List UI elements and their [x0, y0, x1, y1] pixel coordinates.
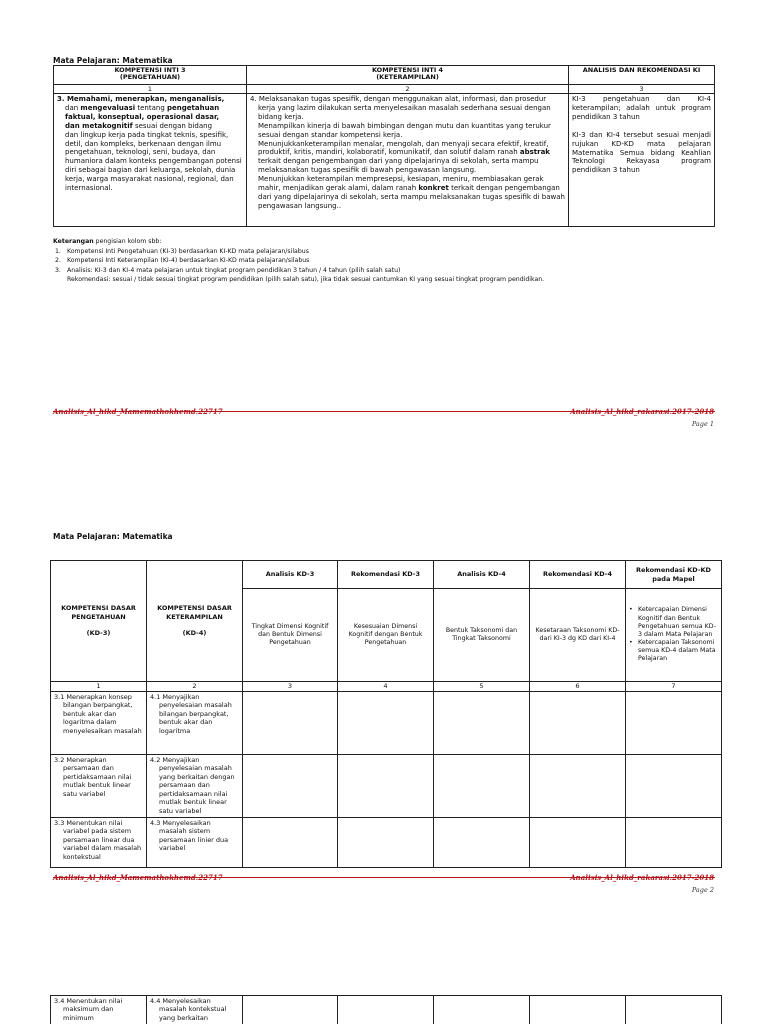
empty-cell[interactable]	[434, 996, 530, 1024]
empty-cell[interactable]	[338, 692, 434, 755]
page2-subject: Mata Pelajaran: Matematika	[53, 532, 173, 541]
ki4-text: 4. Melaksanakan tugas spesifik, dengan menggunakan alat, informasi, dan prosedur kerja yang lazim dilakukan serta menyelesaikan masalah sederhana sesuai dengan bidang kerja. Menampilkan kinerja di bawah bimbingan dengan mutu dan kuantitas yang terukur sesuai dengan standar kompetensi kerja. Menunjukkanketerampilan menalar, mengolah, dan menyaji secara efektif, kreatif, produktif, kritis, mandiri, kolaboratif, komunikatif, dan solutif dalam ranah abstrak terkait dengan pengembangan dari yang dipelajarinya di sekolah, serta mampu melaksanakan tugas spesifik di bawah pengawasan langsung. Menunjukkan keterampilan mempresepsi, kesiapan, meniru, membiasakan gerak mahir, menjadikan gerak alami, dalam ranah konkret terkait dengan pengembangan dari yang dipelajarinya di sekolah, serta mampu melaksanakan tugas spesifik di bawah pengawasan langsung..	[247, 94, 569, 227]
list-item: • Ketercapaian Dimensi Kognitif dan Bentuk Pengetahuan semua KD-3 dalam Mata Pelajaran	[629, 606, 718, 639]
note-item: 3. Analisis: KI-3 dan KI-4 mata pelajaran untuk tingkat program pendidikan 3 tahun / 4 tahun (pilih salah satu)	[55, 266, 401, 274]
page-number: Page 2	[691, 886, 714, 894]
col-number: 1	[51, 682, 147, 692]
empty-cell[interactable]	[434, 692, 530, 755]
subheader-kesesuaian: Kesesuaian Dimensi Kognitif dengan Bentuk Pengetahuan	[338, 589, 434, 682]
col-number: 2	[247, 85, 569, 94]
col-number: 2	[147, 682, 243, 692]
empty-cell[interactable]	[243, 692, 338, 755]
kd4-cell: 4.2 Menyajikan penyelesaian masalah yang berkaitan dengan persamaan dan pertidaksamaan nilai mutlak bentuk linear satu variabel	[147, 755, 243, 818]
analysis-recommendation: KI-3 pengetahuan dan KI-4 keterampilan; adalah untuk program pendidikan 3 tahun KI-3 dan KI-4 tersebut sesuai menjadi rujukan KD-KD mata pelajaran Matematika Semua bidang Keahlian Teknologi Rekayasa program pendidikan 3 tahun	[569, 94, 715, 227]
empty-cell[interactable]	[530, 818, 626, 868]
kd3-cell: 3.3 Menentukan nilai variabel pada sistem persamaan linear dua variabel dalam masalah kontekstual	[51, 818, 147, 868]
header-analysis: ANALISIS DAN REKOMENDASI KI	[569, 66, 715, 85]
subheader-tingkat-dimensi: Tingkat Dimensi Kognitif dan Bentuk Dimensi Pengetahuan	[243, 589, 338, 682]
subheader-rekomendasi-list	[626, 589, 722, 682]
table-row	[51, 818, 722, 868]
empty-cell[interactable]	[626, 996, 722, 1024]
col-number: 3	[243, 682, 338, 692]
note-item: 1. Kompetensi Inti Pengetahuan (KI-3) berdasarkan KI-KD mata pelajaran/silabus	[55, 247, 309, 255]
footer-left: Analisis_Al_hikd_Mamemathokhemd.22717	[53, 873, 223, 882]
note-item: 2. Kompetensi Inti Keterampilan (KI-4) berdasarkan KI-KD mata pelajaran/silabus	[55, 257, 310, 265]
subheader-kesetaraan: Kesetaraan Taksonomi KD-dari KI-3 dg KD dari KI-4	[530, 589, 626, 682]
empty-cell[interactable]	[434, 818, 530, 868]
col-number: 3	[569, 85, 715, 94]
empty-cell[interactable]	[626, 755, 722, 818]
col-number: 5	[434, 682, 530, 692]
notes-title: Keterangan	[53, 238, 94, 245]
kd3-cell: 3.2 Menerapkan persamaan dan pertidaksamaan nilai mutlak bentuk linear satu variabel	[51, 755, 147, 818]
empty-cell[interactable]	[530, 755, 626, 818]
empty-cell[interactable]	[434, 755, 530, 818]
header-kd4: KOMPETENSI DASAR KETERAMPILAN (KD-4)	[147, 561, 243, 682]
footer-right: Analisis_Al_hikd_rakarasi.2017-2018	[570, 873, 714, 882]
header-kd3: KOMPETENSI DASAR PENGETAHUAN (KD-3)	[51, 561, 147, 682]
empty-cell[interactable]	[338, 755, 434, 818]
empty-cell[interactable]	[626, 818, 722, 868]
empty-cell[interactable]	[243, 996, 338, 1024]
table-row	[51, 692, 722, 755]
table-row	[51, 755, 722, 818]
footer-right: Analisis_Al_hikd_rakarasi.2017-2018	[570, 407, 714, 416]
col-number: 7	[626, 682, 722, 692]
header-rekomendasi-kd3: Rekomendasi KD-3	[338, 561, 434, 589]
header-ki4: KOMPETENSI INTI 4 (KETERAMPILAN)	[247, 66, 569, 85]
empty-cell[interactable]	[243, 755, 338, 818]
empty-cell[interactable]	[338, 818, 434, 868]
empty-cell[interactable]	[530, 996, 626, 1024]
empty-cell[interactable]	[338, 996, 434, 1024]
kd4-cell: 4.1 Menyajikan penyelesaian masalah bilangan berpangkat, bentuk akar dan logaritma	[147, 692, 243, 755]
header-ki3: KOMPETENSI INTI 3 (PENGETAHUAN)	[54, 66, 247, 85]
empty-cell[interactable]	[626, 692, 722, 755]
header-rekomendasi-mapel: Rekomendasi KD-KD pada Mapel	[626, 561, 722, 589]
col-number: 6	[530, 682, 626, 692]
notes-section: Keterangan pengisian kolom sbb: 1. Kompetensi Inti Pengetahuan (KI-3) berdasarkan KI-KD mata pelajaran/silabus 2. Kompetensi Inti Keterampilan (KI-4) berdasarkan KI-KD mata pelajaran/silabus 3. Analisis: KI-3 dan KI-4 mata pelajaran untuk tingkat program pendidikan 3 tahun / 4 tahun (pilih salah satu) Rekomendasi: sesuai / tidak sesuai tingkat program pendidikan (pilih salah satu), jika tidak sesuai cantumkan KI yang sesuai tingkat program pendidikan.	[53, 237, 693, 285]
ki-analysis-table	[53, 65, 715, 227]
table-row	[51, 996, 722, 1024]
page1-subject: Mata Pelajaran: Matematika	[53, 56, 173, 65]
kd3-cell: 3.4 Menentukan nilai maksimum dan minimum	[51, 996, 147, 1024]
page-number: Page 1	[691, 420, 714, 428]
kd3-cell: 3.1 Menerapkan konsep bilangan berpangkat, bentuk akar dan logaritma dalam menyelesaikan masalah	[51, 692, 147, 755]
subheader-taksonomi: Bentuk Taksonomi dan Tingkat Taksonomi	[434, 589, 530, 682]
col-number: 1	[54, 85, 247, 94]
ki3-text: 3. Memahami, menerapkan, menganalisis, dan mengevaluasi tentang pengetahuan faktual, konseptual, operasional dasar, dan metakognitif sesuai dengan bidang dan lingkup kerja pada tingkat teknis, spesifik, detil, dan kompleks, berkenaan dengan ilmu pengetahuan, teknologi, seni, budaya, dan humaniora dalam konteks pengembangan potensi diri sebagai bagian dari keluarga, sekolah, dunia kerja, warga masyarakat nasional, regional, dan internasional.	[54, 94, 247, 227]
kd-analysis-table-continued	[50, 995, 722, 1024]
note-rekomendasi: Rekomendasi: sesuai / tidak sesuai tingkat program pendidikan (pilih salah satu), jika tidak sesuai cantumkan KI yang sesuai tingkat program pendidikan.	[67, 276, 545, 284]
footer-left: Analisis_Al_hikd_Mamemathokhemd.22717	[53, 407, 223, 416]
col-number: 4	[338, 682, 434, 692]
empty-cell[interactable]	[530, 692, 626, 755]
header-analisis-kd3: Analisis KD-3	[243, 561, 338, 589]
kd4-cell: 4.4 Menyelesaikan masalah kontekstual yang berkaitan	[147, 996, 243, 1024]
header-analisis-kd4: Analisis KD-4	[434, 561, 530, 589]
kd-analysis-table	[50, 560, 722, 868]
header-rekomendasi-kd4: Rekomendasi KD-4	[530, 561, 626, 589]
kd4-cell: 4.3 Menyelesaikan masalah sistem persamaan linier dua variabel	[147, 818, 243, 868]
empty-cell[interactable]	[243, 818, 338, 868]
list-item: • Ketercapaian Taksonomi semua KD-4 dalam Mata Pelajaran	[629, 639, 718, 664]
